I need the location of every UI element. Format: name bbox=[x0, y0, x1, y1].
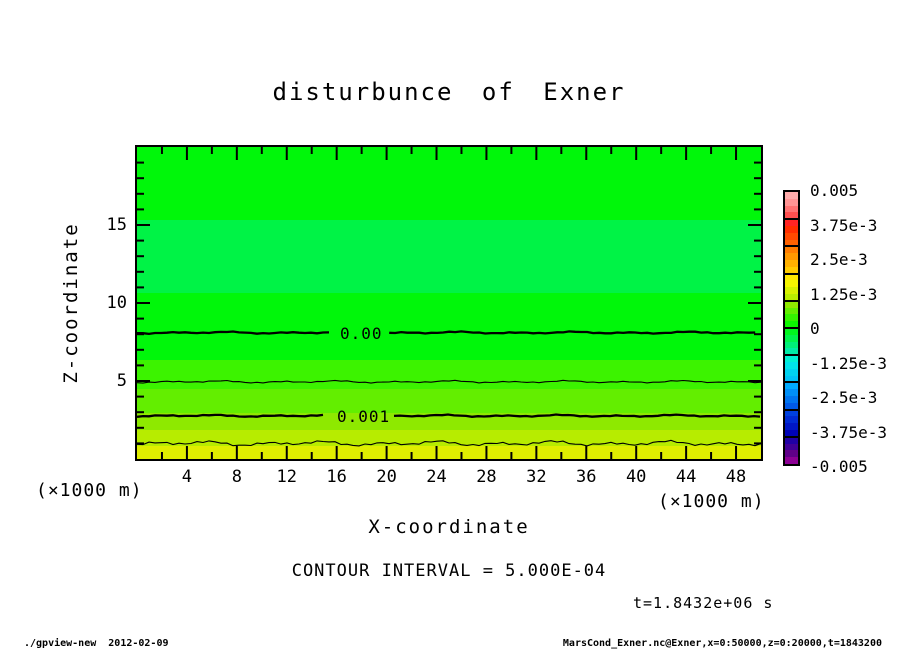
colorbar-label: -3.75e-3 bbox=[810, 422, 888, 442]
colorbar-label: 0 bbox=[810, 319, 820, 338]
colorbar-label: -2.5e-3 bbox=[810, 388, 878, 407]
colorbar-divider bbox=[785, 436, 798, 438]
y-tick-label: 15 bbox=[106, 215, 127, 235]
colorbar-band bbox=[785, 457, 798, 464]
colorbar-divider bbox=[785, 327, 798, 329]
x-tick-label: 28 bbox=[476, 467, 497, 487]
x-tick-label: 24 bbox=[426, 467, 447, 487]
colorbar-divider bbox=[785, 300, 798, 302]
x-tick-label: 8 bbox=[231, 467, 242, 487]
colorbar-divider bbox=[785, 273, 798, 275]
colorbar-divider bbox=[785, 218, 798, 220]
footer-program-date: ./gpview-new 2012-02-09 bbox=[24, 638, 169, 649]
y-axis-title: Z-coordinate bbox=[60, 222, 82, 384]
x-tick-label: 12 bbox=[276, 467, 297, 487]
x-tick-label: 32 bbox=[526, 467, 547, 487]
x-axis-title: X-coordinate bbox=[368, 516, 530, 538]
x-tick-label: 44 bbox=[675, 467, 697, 487]
colorbar-label: -0.005 bbox=[810, 457, 868, 476]
colorbar-label: 2.5e-3 bbox=[810, 250, 868, 269]
colorbar-divider bbox=[785, 409, 798, 411]
colorbar bbox=[783, 190, 800, 466]
colorbar-divider bbox=[785, 381, 798, 383]
x-axis-unit: (×1000 m) bbox=[658, 491, 765, 512]
plot-area bbox=[135, 145, 763, 461]
y-tick-label: 10 bbox=[106, 293, 127, 313]
x-tick-label: 48 bbox=[725, 467, 747, 487]
x-tick-label: 40 bbox=[625, 467, 647, 487]
colorbar-divider bbox=[785, 245, 798, 247]
colorbar-label: -1.25e-3 bbox=[810, 353, 888, 373]
x-tick-label: 16 bbox=[326, 467, 347, 487]
contour-label-0.001: 0.001 bbox=[337, 407, 391, 426]
colorbar-divider bbox=[785, 354, 798, 356]
ticks-and-contours bbox=[137, 147, 761, 459]
x-tick-label: 36 bbox=[576, 467, 597, 487]
chart-title: disturbunce of Exner bbox=[272, 78, 626, 106]
contour-label-0.00: 0.00 bbox=[340, 324, 383, 343]
colorbar-label: 1.25e-3 bbox=[810, 284, 878, 304]
x-tick-label: 4 bbox=[181, 467, 193, 487]
colorbar-label: 3.75e-3 bbox=[810, 215, 878, 235]
footer-data-source: MarsCond_Exner.nc@Exner,x=0:50000,z=0:20000,t=1843200 bbox=[562, 638, 882, 649]
contour-interval-note: CONTOUR INTERVAL = 5.000E-04 bbox=[291, 561, 607, 581]
colorbar-label: 0.005 bbox=[810, 181, 859, 200]
y-axis-unit: (×1000 m) bbox=[36, 480, 143, 501]
y-tick-label: 5 bbox=[116, 371, 127, 391]
time-annotation: t=1.8432e+06 s bbox=[633, 594, 774, 612]
x-tick-label: 20 bbox=[376, 467, 397, 487]
